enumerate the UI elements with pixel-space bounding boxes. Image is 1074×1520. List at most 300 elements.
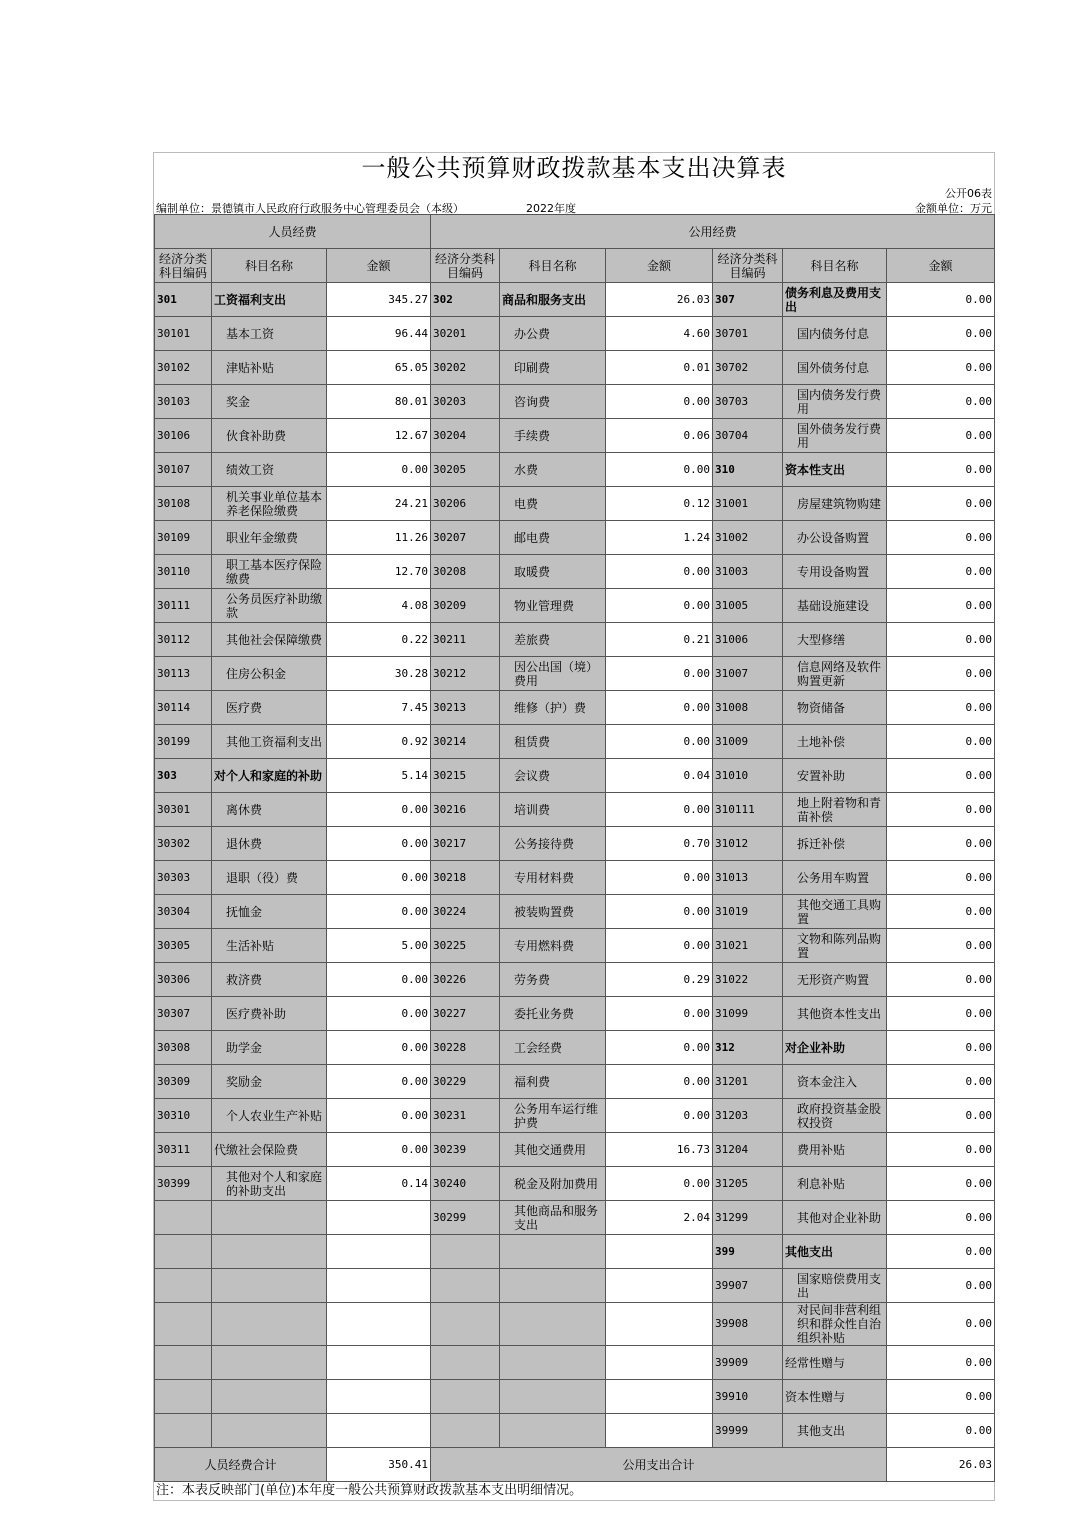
code-cell: 30112 — [155, 623, 212, 657]
name-cell: 政府投资基金股权投资 — [783, 1099, 887, 1133]
name-cell: 退休费 — [212, 827, 327, 861]
amount-cell: 0.00 — [887, 623, 995, 657]
code-cell: 39908 — [713, 1303, 783, 1346]
code-cell: 31003 — [713, 555, 783, 589]
name-cell: 公务用车购置 — [783, 861, 887, 895]
amount-cell: 0.00 — [606, 691, 713, 725]
name-cell: 对个人和家庭的补助 — [212, 759, 327, 793]
amount-cell: 12.67 — [327, 419, 431, 453]
code-cell: 30399 — [155, 1167, 212, 1201]
amount-cell: 0.00 — [887, 929, 995, 963]
code-cell: 30208 — [431, 555, 500, 589]
amount-cell: 7.45 — [327, 691, 431, 725]
name-cell: 其他商品和服务支出 — [500, 1201, 606, 1235]
table-row — [155, 929, 995, 963]
amount-cell: 4.60 — [606, 317, 713, 351]
code-cell: 30216 — [431, 793, 500, 827]
name-cell: 经常性赠与 — [783, 1346, 887, 1380]
name-cell: 代缴社会保险费 — [212, 1133, 327, 1167]
footnote: 注：本表反映部门(单位)本年度一般公共预算财政拨款基本支出明细情况。 — [156, 1483, 583, 1498]
page-title: 一般公共预算财政拨款基本支出决算表 — [361, 154, 787, 182]
name-cell — [500, 1414, 606, 1448]
name-cell: 基础设施建设 — [783, 589, 887, 623]
code-cell: 30108 — [155, 487, 212, 521]
code-cell: 30229 — [431, 1065, 500, 1099]
code-cell: 31005 — [713, 589, 783, 623]
code-cell: 30704 — [713, 419, 783, 453]
col-header-name: 科目名称 — [500, 249, 606, 283]
amount-cell: 0.00 — [887, 1031, 995, 1065]
name-cell — [500, 1346, 606, 1380]
code-cell: 30107 — [155, 453, 212, 487]
name-cell: 助学金 — [212, 1031, 327, 1065]
name-cell — [500, 1269, 606, 1303]
name-cell: 职业年金缴费 — [212, 521, 327, 555]
amount-cell: 0.00 — [887, 385, 995, 419]
amount-cell: 0.00 — [606, 997, 713, 1031]
public-total-value: 26.03 — [887, 1448, 995, 1482]
amount-cell: 0.00 — [887, 827, 995, 861]
name-cell: 费用补贴 — [783, 1133, 887, 1167]
code-cell: 31099 — [713, 997, 783, 1031]
code-cell: 30702 — [713, 351, 783, 385]
name-cell: 资本性支出 — [783, 453, 887, 487]
name-cell: 手续费 — [500, 419, 606, 453]
amount-cell: 0.29 — [606, 963, 713, 997]
table-row — [155, 895, 995, 929]
code-cell: 30201 — [431, 317, 500, 351]
code-cell: 30309 — [155, 1065, 212, 1099]
table-row — [155, 963, 995, 997]
code-cell — [155, 1269, 212, 1303]
amount-cell: 0.14 — [327, 1167, 431, 1201]
amount-cell — [327, 1269, 431, 1303]
name-cell: 国家赔偿费用支出 — [783, 1269, 887, 1303]
name-cell: 其他交通费用 — [500, 1133, 606, 1167]
name-cell: 伙食补助费 — [212, 419, 327, 453]
amount-cell: 11.26 — [327, 521, 431, 555]
table-row — [155, 589, 995, 623]
amount-cell — [606, 1269, 713, 1303]
name-cell: 专用材料费 — [500, 861, 606, 895]
name-cell: 安置补助 — [783, 759, 887, 793]
amount-cell — [606, 1303, 713, 1346]
amount-cell: 12.70 — [327, 555, 431, 589]
name-cell: 公务员医疗补助缴款 — [212, 589, 327, 623]
table-row — [155, 385, 995, 419]
name-cell — [212, 1269, 327, 1303]
name-cell — [212, 1346, 327, 1380]
amount-cell: 0.00 — [887, 1380, 995, 1414]
amount-cell: 0.00 — [887, 691, 995, 725]
name-cell: 办公设备购置 — [783, 521, 887, 555]
code-cell: 30227 — [431, 997, 500, 1031]
name-cell: 公务用车运行维护费 — [500, 1099, 606, 1133]
amount-cell — [327, 1380, 431, 1414]
amount-cell: 0.00 — [606, 1099, 713, 1133]
code-cell: 30114 — [155, 691, 212, 725]
amount-cell: 0.00 — [327, 895, 431, 929]
table-row — [155, 1133, 995, 1167]
amount-cell: 1.24 — [606, 521, 713, 555]
code-cell: 30239 — [431, 1133, 500, 1167]
code-cell: 31012 — [713, 827, 783, 861]
code-cell — [155, 1380, 212, 1414]
table-row — [155, 827, 995, 861]
code-cell — [155, 1346, 212, 1380]
name-cell: 机关事业单位基本养老保险缴费 — [212, 487, 327, 521]
table-row — [155, 351, 995, 385]
code-cell: 30228 — [431, 1031, 500, 1065]
name-cell: 其他交通工具购置 — [783, 895, 887, 929]
amount-cell: 0.00 — [327, 453, 431, 487]
group-personnel: 人员经费 — [155, 215, 431, 249]
amount-cell: 0.00 — [887, 1167, 995, 1201]
name-cell: 无形资产购置 — [783, 963, 887, 997]
expenditure-table — [154, 214, 995, 1482]
name-cell — [212, 1235, 327, 1269]
code-cell: 303 — [155, 759, 212, 793]
code-cell: 30110 — [155, 555, 212, 589]
code-cell: 30211 — [431, 623, 500, 657]
amount-cell: 0.00 — [327, 827, 431, 861]
table-row — [155, 759, 995, 793]
name-cell: 邮电费 — [500, 521, 606, 555]
table-row — [155, 861, 995, 895]
code-cell: 39910 — [713, 1380, 783, 1414]
amount-cell — [327, 1201, 431, 1235]
name-cell: 差旅费 — [500, 623, 606, 657]
table-row — [155, 793, 995, 827]
name-cell — [500, 1303, 606, 1346]
amount-cell: 0.00 — [887, 793, 995, 827]
table-row — [155, 1380, 995, 1414]
name-cell: 职工基本医疗保险缴费 — [212, 555, 327, 589]
name-cell: 劳务费 — [500, 963, 606, 997]
amount-cell: 5.14 — [327, 759, 431, 793]
name-cell: 办公费 — [500, 317, 606, 351]
code-cell: 31204 — [713, 1133, 783, 1167]
col-header-amount: 金额 — [327, 249, 431, 283]
code-cell: 31205 — [713, 1167, 783, 1201]
name-cell: 公务接待费 — [500, 827, 606, 861]
code-cell: 30231 — [431, 1099, 500, 1133]
code-cell: 30214 — [431, 725, 500, 759]
personnel-total-label: 人员经费合计 — [155, 1448, 327, 1482]
amount-cell: 0.00 — [327, 793, 431, 827]
amount-cell: 0.00 — [887, 453, 995, 487]
code-cell: 30102 — [155, 351, 212, 385]
code-cell — [431, 1380, 500, 1414]
amount-cell: 0.00 — [887, 1346, 995, 1380]
table-row — [155, 997, 995, 1031]
code-cell: 30215 — [431, 759, 500, 793]
name-cell: 国内债务付息 — [783, 317, 887, 351]
name-cell: 取暖费 — [500, 555, 606, 589]
code-cell: 30202 — [431, 351, 500, 385]
code-cell: 31002 — [713, 521, 783, 555]
name-cell: 其他支出 — [783, 1414, 887, 1448]
table-row — [155, 283, 995, 317]
name-cell: 其他对个人和家庭的补助支出 — [212, 1167, 327, 1201]
table-row — [155, 1167, 995, 1201]
amount-cell: 0.00 — [606, 657, 713, 691]
name-cell: 生活补贴 — [212, 929, 327, 963]
amount-cell: 0.00 — [606, 725, 713, 759]
amount-cell: 30.28 — [327, 657, 431, 691]
amount-cell: 0.00 — [606, 793, 713, 827]
name-cell: 土地补偿 — [783, 725, 887, 759]
code-cell: 30701 — [713, 317, 783, 351]
table-row — [155, 1346, 995, 1380]
col-header-code: 经济分类科目编码 — [713, 249, 783, 283]
code-cell: 30304 — [155, 895, 212, 929]
name-cell: 对企业补助 — [783, 1031, 887, 1065]
amount-cell: 0.00 — [606, 895, 713, 929]
form-number: 公开06表 — [945, 187, 992, 200]
code-cell: 30217 — [431, 827, 500, 861]
code-cell: 399 — [713, 1235, 783, 1269]
name-cell: 印刷费 — [500, 351, 606, 385]
table-row — [155, 691, 995, 725]
column-header-row — [155, 249, 995, 283]
personnel-total-value: 350.41 — [327, 1448, 431, 1482]
amount-cell: 0.00 — [887, 725, 995, 759]
amount-cell: 0.22 — [327, 623, 431, 657]
name-cell: 其他资本性支出 — [783, 997, 887, 1031]
code-cell: 307 — [713, 283, 783, 317]
amount-cell: 0.00 — [606, 589, 713, 623]
name-cell: 大型修缮 — [783, 623, 887, 657]
amount-cell: 0.00 — [606, 385, 713, 419]
table-row — [155, 521, 995, 555]
name-cell: 地上附着物和青苗补偿 — [783, 793, 887, 827]
code-cell: 31299 — [713, 1201, 783, 1235]
fiscal-year: 2022年度 — [526, 202, 576, 215]
name-cell: 债务利息及费用支出 — [783, 283, 887, 317]
table-row — [155, 1099, 995, 1133]
name-cell: 培训费 — [500, 793, 606, 827]
table-row — [155, 1065, 995, 1099]
amount-cell — [327, 1303, 431, 1346]
table-row — [155, 555, 995, 589]
amount-cell: 0.00 — [887, 1235, 995, 1269]
amount-cell: 0.21 — [606, 623, 713, 657]
budget-sheet — [153, 152, 995, 1501]
name-cell — [500, 1235, 606, 1269]
amount-cell: 0.12 — [606, 487, 713, 521]
name-cell: 医疗费 — [212, 691, 327, 725]
amount-cell: 0.00 — [887, 1303, 995, 1346]
org-name: 编制单位：景德镇市人民政府行政服务中心管理委员会（本级） — [156, 202, 464, 215]
code-cell: 30113 — [155, 657, 212, 691]
name-cell: 商品和服务支出 — [500, 283, 606, 317]
amount-cell: 0.01 — [606, 351, 713, 385]
col-header-code: 经济分类科目编码 — [431, 249, 500, 283]
amount-cell: 0.00 — [887, 351, 995, 385]
table-row — [155, 1201, 995, 1235]
name-cell: 抚恤金 — [212, 895, 327, 929]
name-cell: 拆迁补偿 — [783, 827, 887, 861]
code-cell: 39907 — [713, 1269, 783, 1303]
code-cell: 31203 — [713, 1099, 783, 1133]
amount-cell: 0.00 — [606, 453, 713, 487]
name-cell: 退职（役）费 — [212, 861, 327, 895]
name-cell: 物业管理费 — [500, 589, 606, 623]
amount-unit: 金额单位：万元 — [915, 202, 992, 215]
col-header-amount: 金额 — [606, 249, 713, 283]
name-cell — [500, 1380, 606, 1414]
amount-cell — [327, 1414, 431, 1448]
code-cell: 30207 — [431, 521, 500, 555]
name-cell: 物资储备 — [783, 691, 887, 725]
code-cell: 31201 — [713, 1065, 783, 1099]
code-cell: 31022 — [713, 963, 783, 997]
amount-cell: 0.00 — [887, 759, 995, 793]
code-cell: 30306 — [155, 963, 212, 997]
amount-cell: 0.00 — [887, 1099, 995, 1133]
code-cell: 30212 — [431, 657, 500, 691]
code-cell: 30218 — [431, 861, 500, 895]
code-cell: 30310 — [155, 1099, 212, 1133]
name-cell: 房屋建筑物购建 — [783, 487, 887, 521]
code-cell — [431, 1235, 500, 1269]
name-cell: 其他支出 — [783, 1235, 887, 1269]
amount-cell: 96.44 — [327, 317, 431, 351]
amount-cell: 0.00 — [606, 555, 713, 589]
form-number-row — [154, 184, 994, 199]
code-cell: 31013 — [713, 861, 783, 895]
code-cell: 30111 — [155, 589, 212, 623]
code-cell — [155, 1414, 212, 1448]
table-row — [155, 657, 995, 691]
amount-cell: 0.00 — [887, 487, 995, 521]
code-cell: 30206 — [431, 487, 500, 521]
code-cell — [155, 1303, 212, 1346]
group-public: 公用经费 — [431, 215, 995, 249]
code-cell: 30213 — [431, 691, 500, 725]
code-cell: 31006 — [713, 623, 783, 657]
code-cell: 31008 — [713, 691, 783, 725]
amount-cell — [606, 1380, 713, 1414]
code-cell: 31001 — [713, 487, 783, 521]
amount-cell: 0.00 — [887, 1269, 995, 1303]
amount-cell: 4.08 — [327, 589, 431, 623]
code-cell: 312 — [713, 1031, 783, 1065]
name-cell: 奖励金 — [212, 1065, 327, 1099]
amount-cell: 0.00 — [887, 963, 995, 997]
table-row — [155, 1303, 995, 1346]
name-cell: 救济费 — [212, 963, 327, 997]
name-cell: 离休费 — [212, 793, 327, 827]
name-cell: 基本工资 — [212, 317, 327, 351]
amount-cell: 0.70 — [606, 827, 713, 861]
amount-cell: 0.00 — [606, 1167, 713, 1201]
code-cell: 30305 — [155, 929, 212, 963]
amount-cell: 24.21 — [327, 487, 431, 521]
name-cell: 租赁费 — [500, 725, 606, 759]
amount-cell: 0.00 — [887, 589, 995, 623]
name-cell: 水费 — [500, 453, 606, 487]
amount-cell: 0.00 — [887, 283, 995, 317]
amount-cell — [606, 1414, 713, 1448]
amount-cell: 26.03 — [606, 283, 713, 317]
amount-cell: 0.00 — [887, 419, 995, 453]
name-cell: 维修（护）费 — [500, 691, 606, 725]
name-cell: 对民间非营利组织和群众性自治组织补贴 — [783, 1303, 887, 1346]
name-cell: 税金及附加费用 — [500, 1167, 606, 1201]
amount-cell: 0.00 — [327, 861, 431, 895]
amount-cell — [327, 1235, 431, 1269]
code-cell: 30301 — [155, 793, 212, 827]
name-cell: 福利费 — [500, 1065, 606, 1099]
table-row — [155, 419, 995, 453]
code-cell — [431, 1414, 500, 1448]
name-cell: 利息补贴 — [783, 1167, 887, 1201]
table-row — [155, 1414, 995, 1448]
code-cell: 310 — [713, 453, 783, 487]
name-cell: 资本金注入 — [783, 1065, 887, 1099]
col-header-code: 经济分类科目编码 — [155, 249, 212, 283]
amount-cell: 0.00 — [887, 861, 995, 895]
name-cell — [212, 1303, 327, 1346]
amount-cell: 2.04 — [606, 1201, 713, 1235]
amount-cell: 0.00 — [887, 1065, 995, 1099]
amount-cell: 0.00 — [327, 997, 431, 1031]
code-cell: 39909 — [713, 1346, 783, 1380]
name-cell: 其他对企业补助 — [783, 1201, 887, 1235]
name-cell — [212, 1380, 327, 1414]
code-cell: 30199 — [155, 725, 212, 759]
code-cell: 31009 — [713, 725, 783, 759]
amount-cell: 0.00 — [887, 317, 995, 351]
code-cell: 31007 — [713, 657, 783, 691]
code-cell: 30103 — [155, 385, 212, 419]
totals-row — [155, 1448, 995, 1482]
code-cell: 310111 — [713, 793, 783, 827]
name-cell — [212, 1414, 327, 1448]
name-cell: 医疗费补助 — [212, 997, 327, 1031]
code-cell: 302 — [431, 283, 500, 317]
amount-cell: 0.00 — [327, 1065, 431, 1099]
name-cell: 其他工资福利支出 — [212, 725, 327, 759]
amount-cell: 65.05 — [327, 351, 431, 385]
table-row — [155, 1031, 995, 1065]
name-cell: 信息网络及软件购置更新 — [783, 657, 887, 691]
name-cell: 奖金 — [212, 385, 327, 419]
info-row — [154, 199, 994, 214]
table-row — [155, 623, 995, 657]
code-cell: 30209 — [431, 589, 500, 623]
amount-cell: 0.00 — [327, 1031, 431, 1065]
code-cell — [431, 1303, 500, 1346]
amount-cell: 0.00 — [327, 1099, 431, 1133]
code-cell: 30308 — [155, 1031, 212, 1065]
code-cell: 30302 — [155, 827, 212, 861]
amount-cell: 0.00 — [887, 1414, 995, 1448]
code-cell — [431, 1346, 500, 1380]
code-cell: 30299 — [431, 1201, 500, 1235]
name-cell: 资本性赠与 — [783, 1380, 887, 1414]
table-row — [155, 487, 995, 521]
name-cell: 因公出国（境）费用 — [500, 657, 606, 691]
name-cell: 津贴补贴 — [212, 351, 327, 385]
name-cell: 电费 — [500, 487, 606, 521]
col-header-amount: 金额 — [887, 249, 995, 283]
code-cell: 30303 — [155, 861, 212, 895]
amount-cell — [606, 1346, 713, 1380]
code-cell — [155, 1201, 212, 1235]
